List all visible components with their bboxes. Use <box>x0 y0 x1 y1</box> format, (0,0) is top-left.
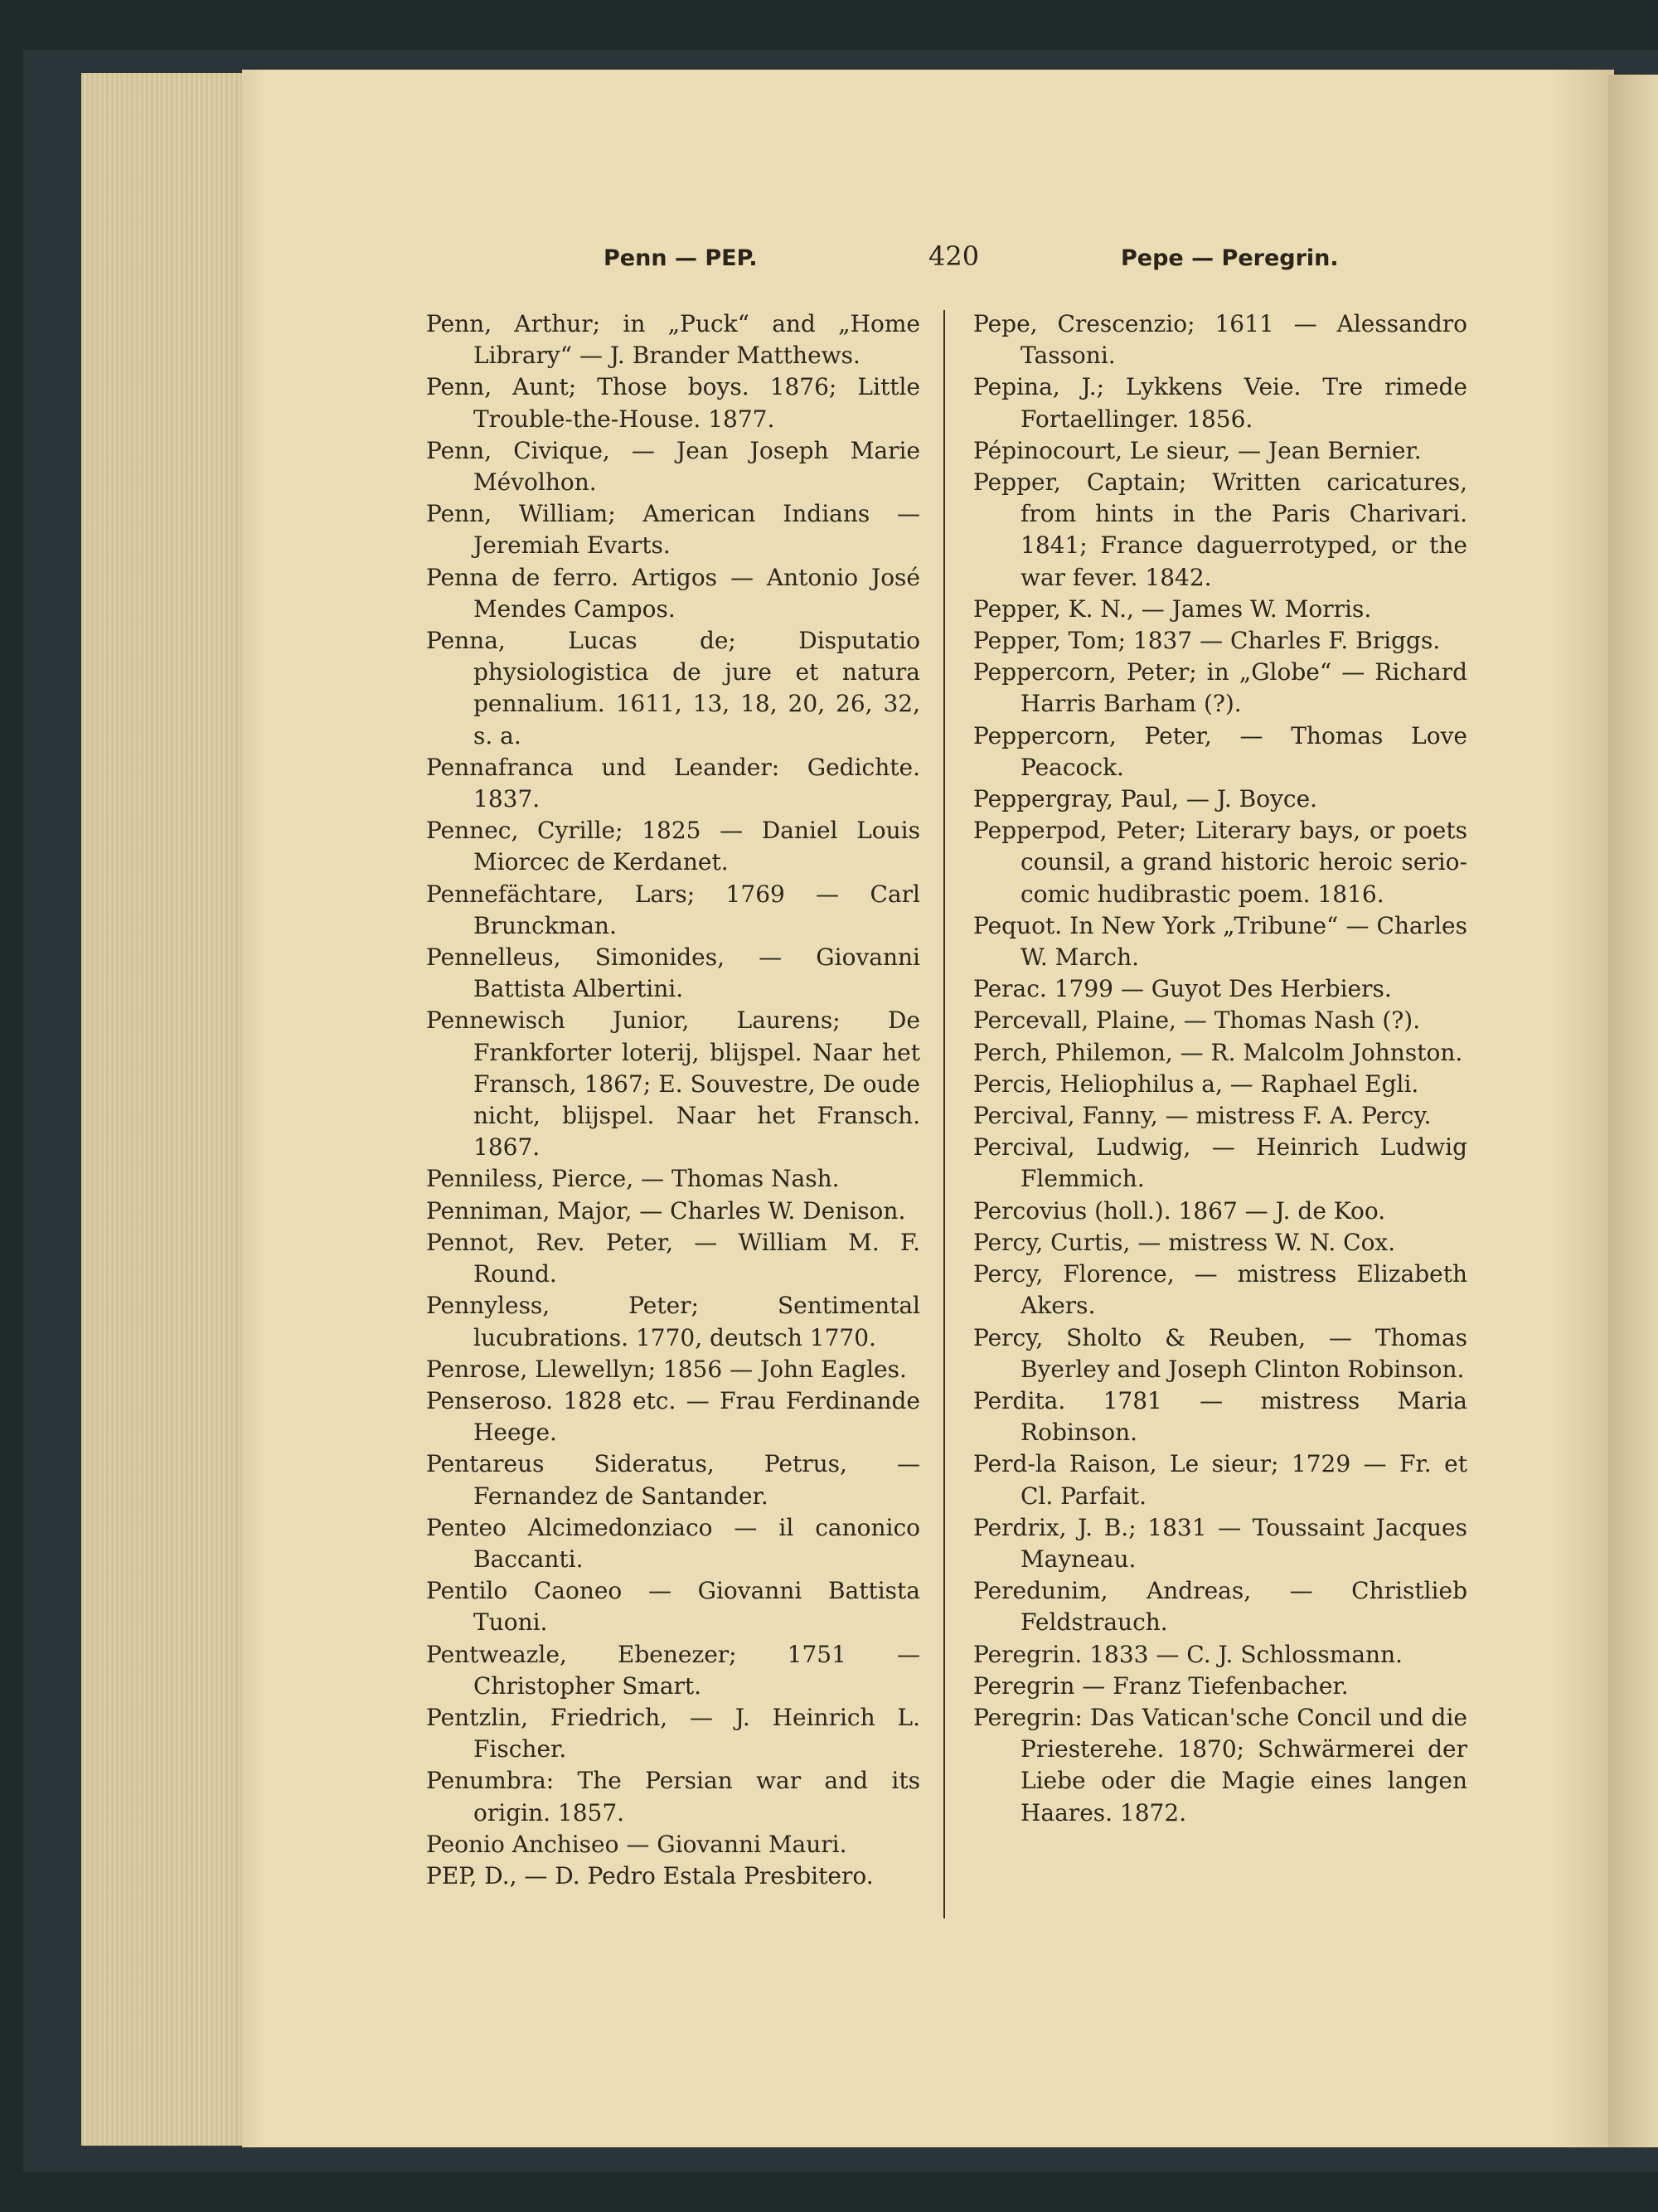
entry: Percy, Sholto & Reuben, — Thomas Byerley and Joseph Clinton Robinson. <box>973 1323 1467 1383</box>
left-column <box>426 308 920 1892</box>
next-page-edge <box>1608 75 1658 2147</box>
entry: Perch, Philemon, — R. Malcolm Johnston. <box>973 1038 1463 1066</box>
entry: Pennelleus, Simonides, — Giovanni Battista Albertini. <box>426 943 920 1003</box>
entry: Peppercorn, Peter; in „Globe“ — Richard Harris Barham (?). <box>973 658 1467 718</box>
entry: Pepina, J.; Lykkens Veie. Tre rimede Fortaellinger. 1856. <box>973 373 1467 433</box>
entry: Peppercorn, Peter, — Thomas Love Peacock. <box>973 721 1467 781</box>
column-divider <box>943 310 945 1919</box>
entry: Pentareus Sideratus, Petrus, — Fernandez de Santander. <box>426 1450 920 1510</box>
entry: Peonio Anchiseo — Giovanni Mauri. <box>426 1830 847 1858</box>
entry: Penteo Alcimedonziaco — il canonico Baccanti. <box>426 1513 920 1573</box>
entry: Penna de ferro. Artigos — Antonio José Mendes Campos. <box>426 563 920 623</box>
entry: Penumbra: The Persian war and its origin. 1857. <box>426 1767 920 1826</box>
entry: Perd-la Raison, Le sieur; 1729 — Fr. et Cl. Parfait. <box>973 1450 1467 1510</box>
entry: Penn, William; American Indians — Jeremiah Evarts. <box>426 500 920 560</box>
entry: Percival, Fanny, — mistress F. A. Percy. <box>973 1102 1432 1130</box>
entry: Percis, Heliophilus a, — Raphael Egli. <box>973 1070 1419 1098</box>
entry: Pennec, Cyrille; 1825 — Daniel Louis Miorcec de Kerdanet. <box>426 817 920 876</box>
entry: Peppergray, Paul, — J. Boyce. <box>973 785 1318 813</box>
entry: Pépinocourt, Le sieur, — Jean Bernier. <box>973 436 1422 464</box>
running-header <box>0 240 1658 282</box>
entry: Percevall, Plaine, — Thomas Nash (?). <box>973 1007 1421 1035</box>
entry: Pepper, Captain; Written caricatures, from hints in the Paris Charivari. 1841; France daguerrotyped, or the war fever. 1842. <box>973 468 1467 591</box>
entry: Percival, Ludwig, — Heinrich Ludwig Flemmich. <box>973 1133 1467 1193</box>
entry: Peregrin — Franz Tiefenbacher. <box>973 1671 1349 1700</box>
entry: Peregrin: Das Vatican'sche Concil und die Priesterehe. 1870; Schwärmerei der Liebe oder die Magie eines langen Haares. 1872. <box>973 1703 1467 1826</box>
entry: Pentzlin, Friedrich, — J. Heinrich L. Fischer. <box>426 1703 920 1763</box>
page-number: 420 <box>928 240 980 272</box>
entry: Penn, Arthur; in „Puck“ and „Home Library“ — J. Brander Matthews. <box>426 310 920 370</box>
entry: Penniman, Major, — Charles W. Denison. <box>426 1196 906 1225</box>
entry: Penseroso. 1828 etc. — Frau Ferdinande Heege. <box>426 1386 920 1447</box>
entry: Percy, Florence, — mistress Elizabeth Akers. <box>973 1260 1467 1320</box>
entry: PEP, D., — D. Pedro Estala Presbitero. <box>426 1861 874 1889</box>
entry: Peredunim, Andreas, — Christlieb Feldstrauch. <box>973 1577 1467 1637</box>
page-edges <box>81 73 247 2146</box>
entry: Pennot, Rev. Peter, — William M. F. Round. <box>426 1228 920 1288</box>
entry: Pennyless, Peter; Sentimental lucubrations. 1770, deutsch 1770. <box>426 1292 920 1351</box>
header-left: Penn — PEP. <box>604 245 758 271</box>
entry: Pepperpod, Peter; Literary bays, or poets counsil, a grand historic heroic serio-comic hudibrastic poem. 1816. <box>973 817 1467 908</box>
entry: Penniless, Pierce, — Thomas Nash. <box>426 1165 840 1193</box>
entry: Percovius (holl.). 1867 — J. de Koo. <box>973 1196 1386 1225</box>
entry: Pennafranca und Leander: Gedichte. 1837. <box>426 753 920 813</box>
entry: Penn, Civique, — Jean Joseph Marie Mévolhon. <box>426 436 920 497</box>
header-right: Pepe — Peregrin. <box>1121 245 1339 271</box>
entry: Pequot. In New York „Tribune“ — Charles W. March. <box>973 911 1467 972</box>
right-column <box>973 308 1467 1829</box>
entry: Penn, Aunt; Those boys. 1876; Little Trouble-the-House. 1877. <box>426 373 920 433</box>
entry: Pennewisch Junior, Laurens; De Frankforter loterij, blijspel. Naar het Fransch, 1867; E. Souvestre, De oude nicht, blijspel. Naar het Fransch. 1867. <box>426 1007 920 1162</box>
entry: Pentweazle, Ebenezer; 1751 — Christopher Smart. <box>426 1640 920 1700</box>
entry: Peregrin. 1833 — C. J. Schlossmann. <box>973 1640 1403 1668</box>
entry: Pennefächtare, Lars; 1769 — Carl Brunckman. <box>426 880 920 939</box>
entry: Perdrix, J. B.; 1831 — Toussaint Jacques Mayneau. <box>973 1513 1467 1573</box>
entry: Perac. 1799 — Guyot Des Herbiers. <box>973 975 1392 1003</box>
entry: Pepper, K. N., — James W. Morris. <box>973 594 1372 623</box>
entry: Perdita. 1781 — mistress Maria Robinson. <box>973 1386 1467 1447</box>
entry: Percy, Curtis, — mistress W. N. Cox. <box>973 1228 1396 1256</box>
entry: Pepper, Tom; 1837 — Charles F. Briggs. <box>973 627 1441 655</box>
entry: Pepe, Crescenzio; 1611 — Alessandro Tassoni. <box>973 310 1467 370</box>
entry: Pentilo Caoneo — Giovanni Battista Tuoni. <box>426 1577 920 1637</box>
entry: Penna, Lucas de; Disputatio physiologistica de jure et natura pennalium. 1611, 13, 18, 20, 26, 32, s. a. <box>426 627 920 749</box>
entry: Penrose, Llewellyn; 1856 — John Eagles. <box>426 1355 907 1383</box>
